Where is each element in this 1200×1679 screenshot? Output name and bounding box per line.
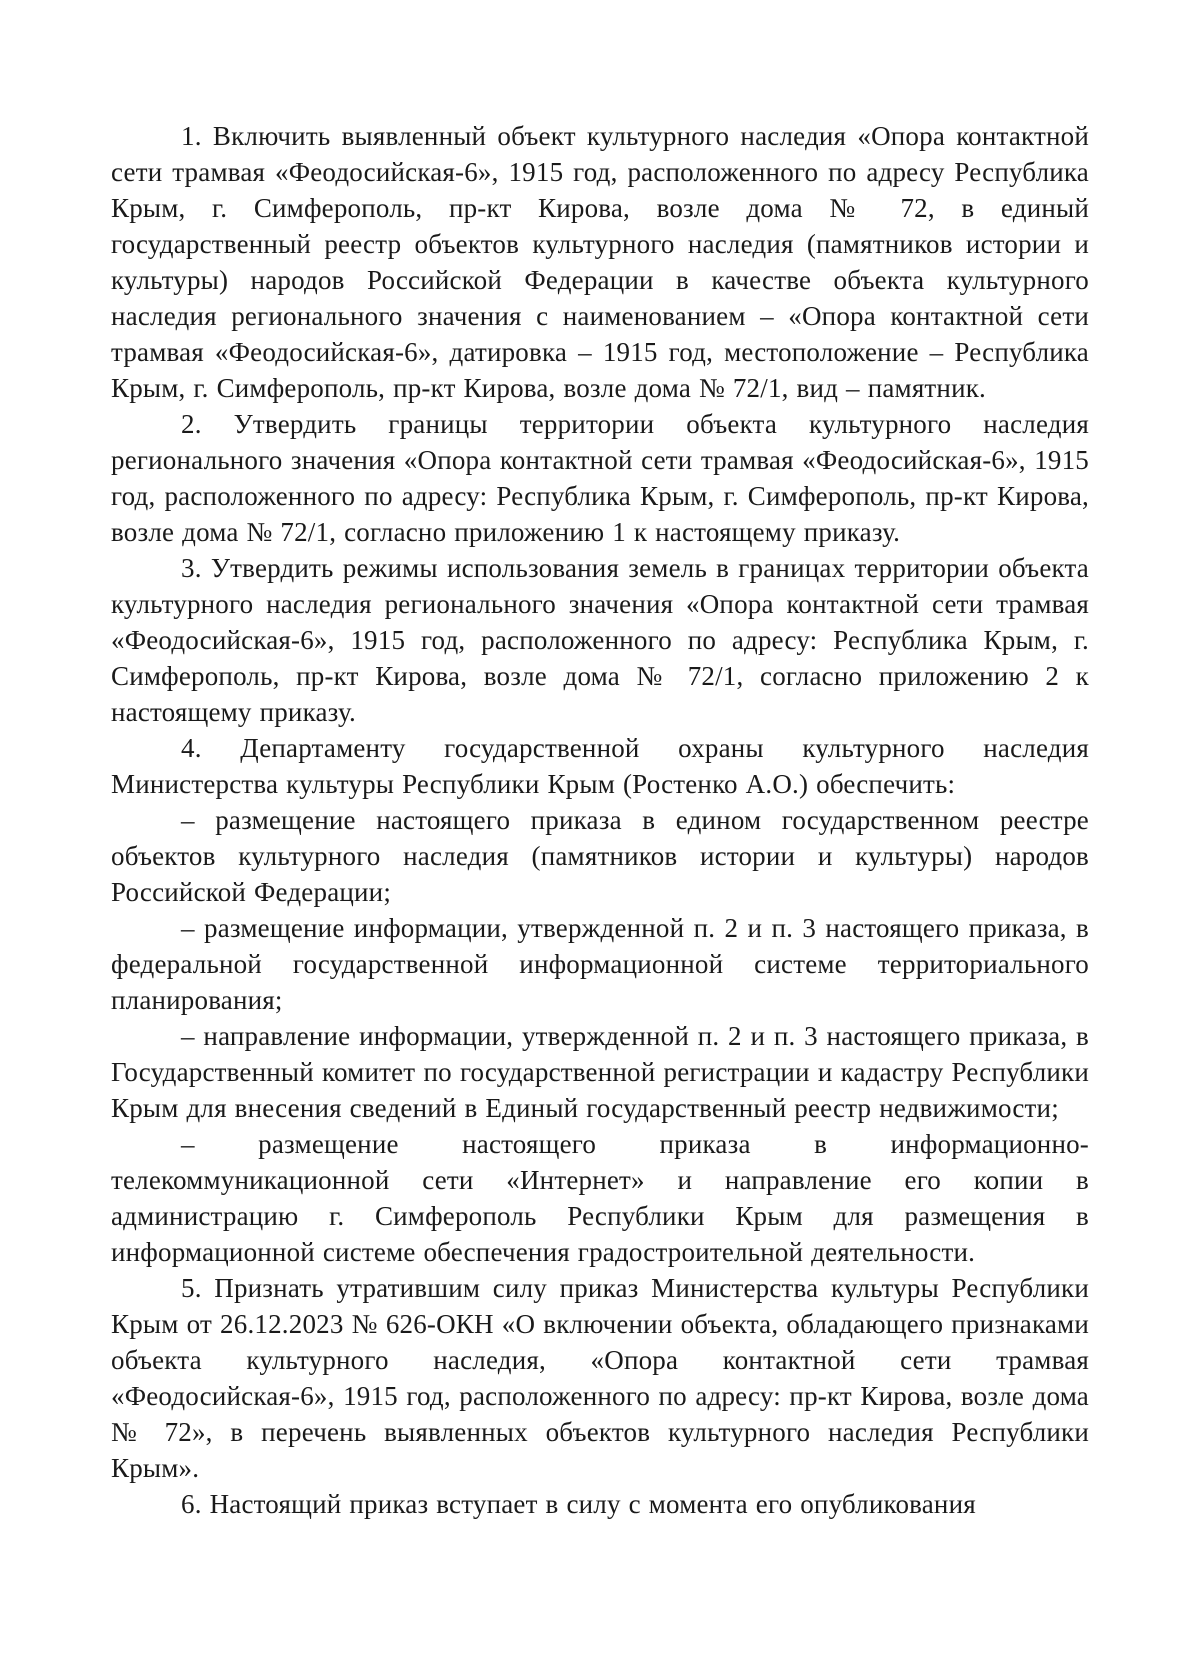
paragraph-4-item-1: – размещение настоящего приказа в едином государственном реестре объектов культурного наследия (памятников истории и культуры) народов Российской Федерации; [111, 805, 1089, 907]
paragraph-5: 5. Признать утратившим силу приказ Министерства культуры Республики Крым от 26.12.2023 № 626-ОКН «О включении объекта, обладающего признаками объекта культурного наследия, «Опора контактной сети трамвая «Феодосийская-6», 1915 год, расположенного по адресу: пр-кт Кирова, возле дома № 72», в перечень выявленных объектов культурного наследия Республики Крым». [111, 1273, 1089, 1483]
paragraph-2: 2. Утвердить границы территории объекта культурного наследия регионального значения «Опора контактной сети трамвая «Феодосийская-6», 1915 год, расположенного по адресу: Республика Крым, г. Симферополь, пр-кт Кирова, возле дома № 72/1, согласно приложению 1 к настоящему приказу. [111, 409, 1089, 547]
paragraph-6: 6. Настоящий приказ вступает в силу с момента его опубликования [181, 1489, 976, 1519]
paragraph-3: 3. Утвердить режимы использования земель в границах территории объекта культурного наследия регионального значения «Опора контактной сети трамвая «Феодосийская-6», 1915 год, расположенного по адресу: Республика Крым, г. Симферополь, пр-кт Кирова, возле дома № 72/1, согласно приложению 2 к настоящему приказу. [111, 553, 1089, 727]
paragraph-4: 4. Департаменту государственной охраны культурного наследия Министерства культуры Республики Крым (Ростенко А.О.) обеспечить: [111, 733, 1089, 799]
paragraph-4-item-3: – направление информации, утвержденной п. 2 и п. 3 настоящего приказа, в Государственный комитет по государственной регистрации и кадастру Республики Крым для внесения сведений в Единый государственный реестр недвижимости; [111, 1021, 1089, 1123]
document-body [111, 118, 1089, 1522]
paragraph-4-item-2: – размещение информации, утвержденной п. 2 и п. 3 настоящего приказа, в федеральной государственной информационной системе территориального планирования; [111, 913, 1089, 1015]
paragraph-4-item-4: – размещение настоящего приказа в информационно-телекоммуникационной сети «Интернет» и направление его копии в администрацию г. Симферополь Республики Крым для размещения в информационной системе обеспечения градостроительной деятельности. [111, 1129, 1089, 1267]
paragraph-1: 1. Включить выявленный объект культурного наследия «Опора контактной сети трамвая «Феодосийская-6», 1915 год, расположенного по адресу Республика Крым, г. Симферополь, пр-кт Кирова, возле дома № 72, в единый государственный реестр объектов культурного наследия (памятников истории и культуры) народов Российской Федерации в качестве объекта культурного наследия регионального значения с наименованием – «Опора контактной сети трамвая «Феодосийская-6», датировка – 1915 год, местоположение – Республика Крым, г. Симферополь, пр-кт Кирова, возле дома № 72/1, вид – памятник. [111, 121, 1089, 403]
